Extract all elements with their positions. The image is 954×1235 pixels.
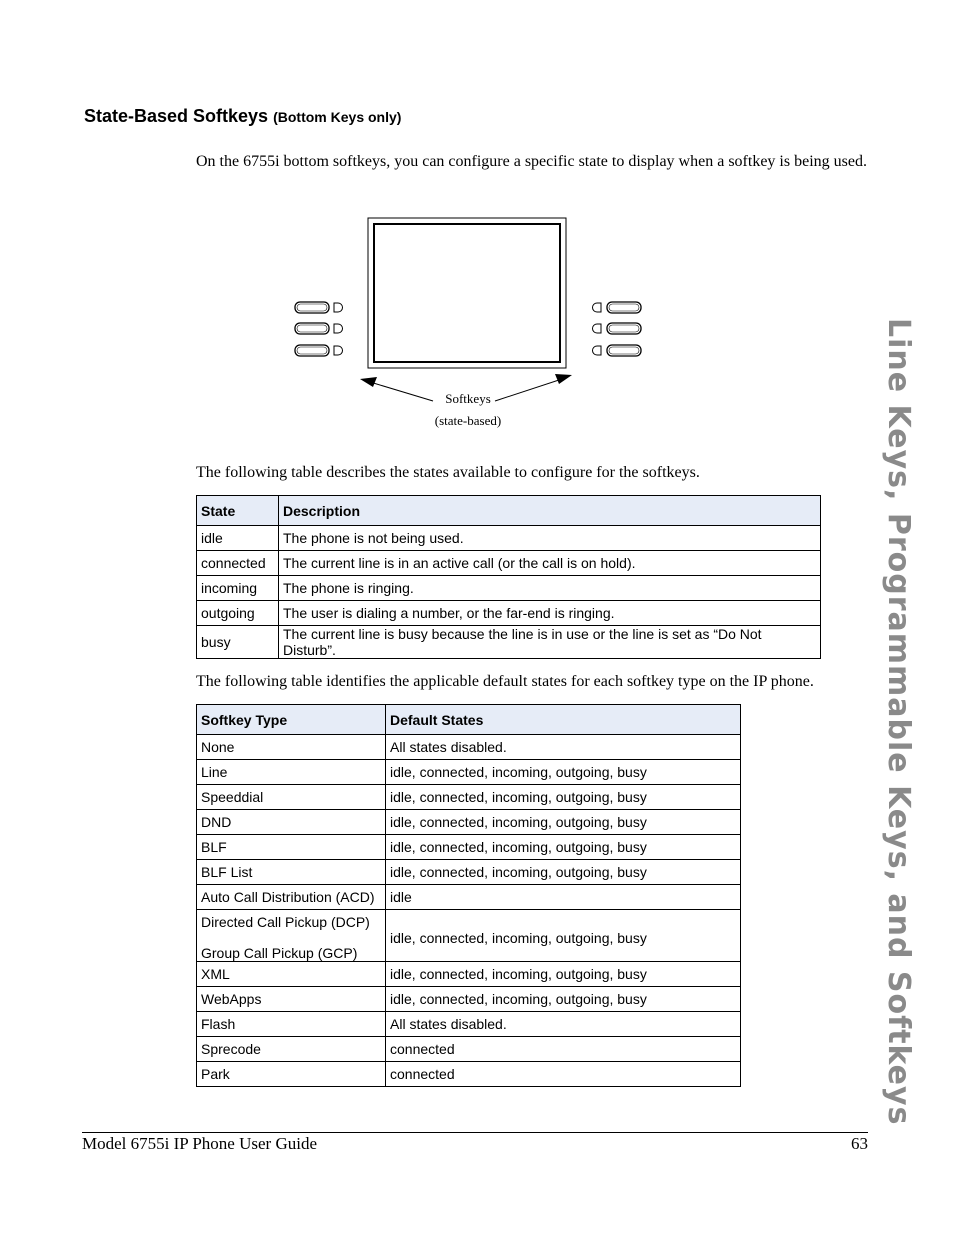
- description-cell: The current line is busy because the line is in use or the line is set as “Do Not Disturb”.: [279, 626, 821, 659]
- chapter-side-tab: [878, 318, 918, 1126]
- section-title: State-Based Softkeys: [84, 106, 269, 126]
- table2-intro: The following table identifies the applicable default states for each softkey type on the IP phone.: [196, 673, 814, 690]
- state-cell: idle: [197, 526, 279, 551]
- table-row: [197, 601, 821, 626]
- footer-document-title: Model 6755i IP Phone User Guide: [82, 1134, 317, 1153]
- softkey-type-cell: Sprecode: [197, 1037, 386, 1062]
- footer-divider: [82, 1132, 868, 1133]
- default-states-cell: All states disabled.: [386, 735, 741, 760]
- table-row: [197, 1012, 741, 1037]
- softkey-type-cell: BLF List: [197, 860, 386, 885]
- default-states-cell: idle, connected, incoming, outgoing, busy: [386, 987, 741, 1012]
- caption-line-1: Softkeys: [445, 391, 491, 406]
- softkey-type-cell: Speeddial: [197, 785, 386, 810]
- softkey-type-cell: WebApps: [197, 987, 386, 1012]
- softkey-type-cell: Line: [197, 760, 386, 785]
- default-states-cell: idle, connected, incoming, outgoing, busy: [386, 962, 741, 987]
- column-header: Description: [279, 496, 821, 526]
- softkey-type-cell: XML: [197, 962, 386, 987]
- table-row: [197, 551, 821, 576]
- softkey-type-cell: DND: [197, 810, 386, 835]
- state-cell: busy: [197, 626, 279, 659]
- table-row: [197, 1037, 741, 1062]
- table-row: [197, 785, 741, 810]
- state-cell: connected: [197, 551, 279, 576]
- softkey-type-cell: Park: [197, 1062, 386, 1087]
- table1-intro: The following table describes the states available to configure for the softkeys.: [196, 464, 700, 481]
- description-cell: The phone is not being used.: [279, 526, 821, 551]
- softkey-type-dcp: Directed Call Pickup (DCP): [201, 914, 370, 930]
- states-table: [196, 495, 821, 659]
- table-row: [197, 760, 741, 785]
- column-header: Default States: [386, 705, 741, 735]
- section-heading: [84, 106, 401, 127]
- table-row: [197, 626, 821, 659]
- table-row: [197, 987, 741, 1012]
- table-row: [197, 526, 821, 551]
- softkey-type-cell: None: [197, 735, 386, 760]
- column-header: Softkey Type: [197, 705, 386, 735]
- intro-paragraph: On the 6755i bottom softkeys, you can configure a specific state to display when a softkey is being used.: [196, 153, 867, 170]
- description-cell: The user is dialing a number, or the far-end is ringing.: [279, 601, 821, 626]
- caption-line-2: (state-based): [434, 413, 502, 428]
- default-states-value: idle, connected, incoming, outgoing, busy: [390, 929, 647, 946]
- footer-page-number: 63: [851, 1134, 868, 1153]
- phone-softkey-diagram: [290, 215, 650, 435]
- table-header-row: [197, 705, 741, 735]
- section-subtitle: (Bottom Keys only): [273, 109, 402, 125]
- table-row: [197, 910, 741, 962]
- state-cell: incoming: [197, 576, 279, 601]
- state-cell: outgoing: [197, 601, 279, 626]
- table-row: [197, 835, 741, 860]
- default-states-cell: idle, connected, incoming, outgoing, busy: [386, 760, 741, 785]
- default-states-cell: connected: [386, 1037, 741, 1062]
- description-cell: The current line is in an active call (or the call is on hold).: [279, 551, 821, 576]
- table-row: [197, 1062, 741, 1087]
- default-states-cell: [386, 910, 741, 962]
- default-states-cell: All states disabled.: [386, 1012, 741, 1037]
- default-states-cell: idle, connected, incoming, outgoing, busy: [386, 810, 741, 835]
- table-row: [197, 810, 741, 835]
- table-row: [197, 885, 741, 910]
- table-row: [197, 576, 821, 601]
- table-row: [197, 962, 741, 987]
- table-row: [197, 860, 741, 885]
- default-states-cell: idle: [386, 885, 741, 910]
- description-cell: The phone is ringing.: [279, 576, 821, 601]
- softkey-defaults-table: [196, 704, 741, 1087]
- left-softkeys: [295, 302, 343, 356]
- right-softkeys: [593, 302, 642, 356]
- softkey-type-cell: BLF: [197, 835, 386, 860]
- softkey-type-cell: Auto Call Distribution (ACD): [197, 885, 386, 910]
- chapter-title: Line Keys, Programmable Keys, and Softkeys: [881, 318, 916, 1126]
- softkey-type-gcp: Group Call Pickup (GCP): [201, 945, 358, 961]
- default-states-cell: idle, connected, incoming, outgoing, busy: [386, 860, 741, 885]
- column-header: State: [197, 496, 279, 526]
- table-header-row: [197, 496, 821, 526]
- default-states-cell: idle, connected, incoming, outgoing, busy: [386, 785, 741, 810]
- softkeys-caption: [398, 388, 538, 432]
- table-row: [197, 735, 741, 760]
- softkey-type-cell: Flash: [197, 1012, 386, 1037]
- default-states-cell: connected: [386, 1062, 741, 1087]
- default-states-cell: idle, connected, incoming, outgoing, busy: [386, 835, 741, 860]
- softkey-type-cell: [197, 910, 386, 962]
